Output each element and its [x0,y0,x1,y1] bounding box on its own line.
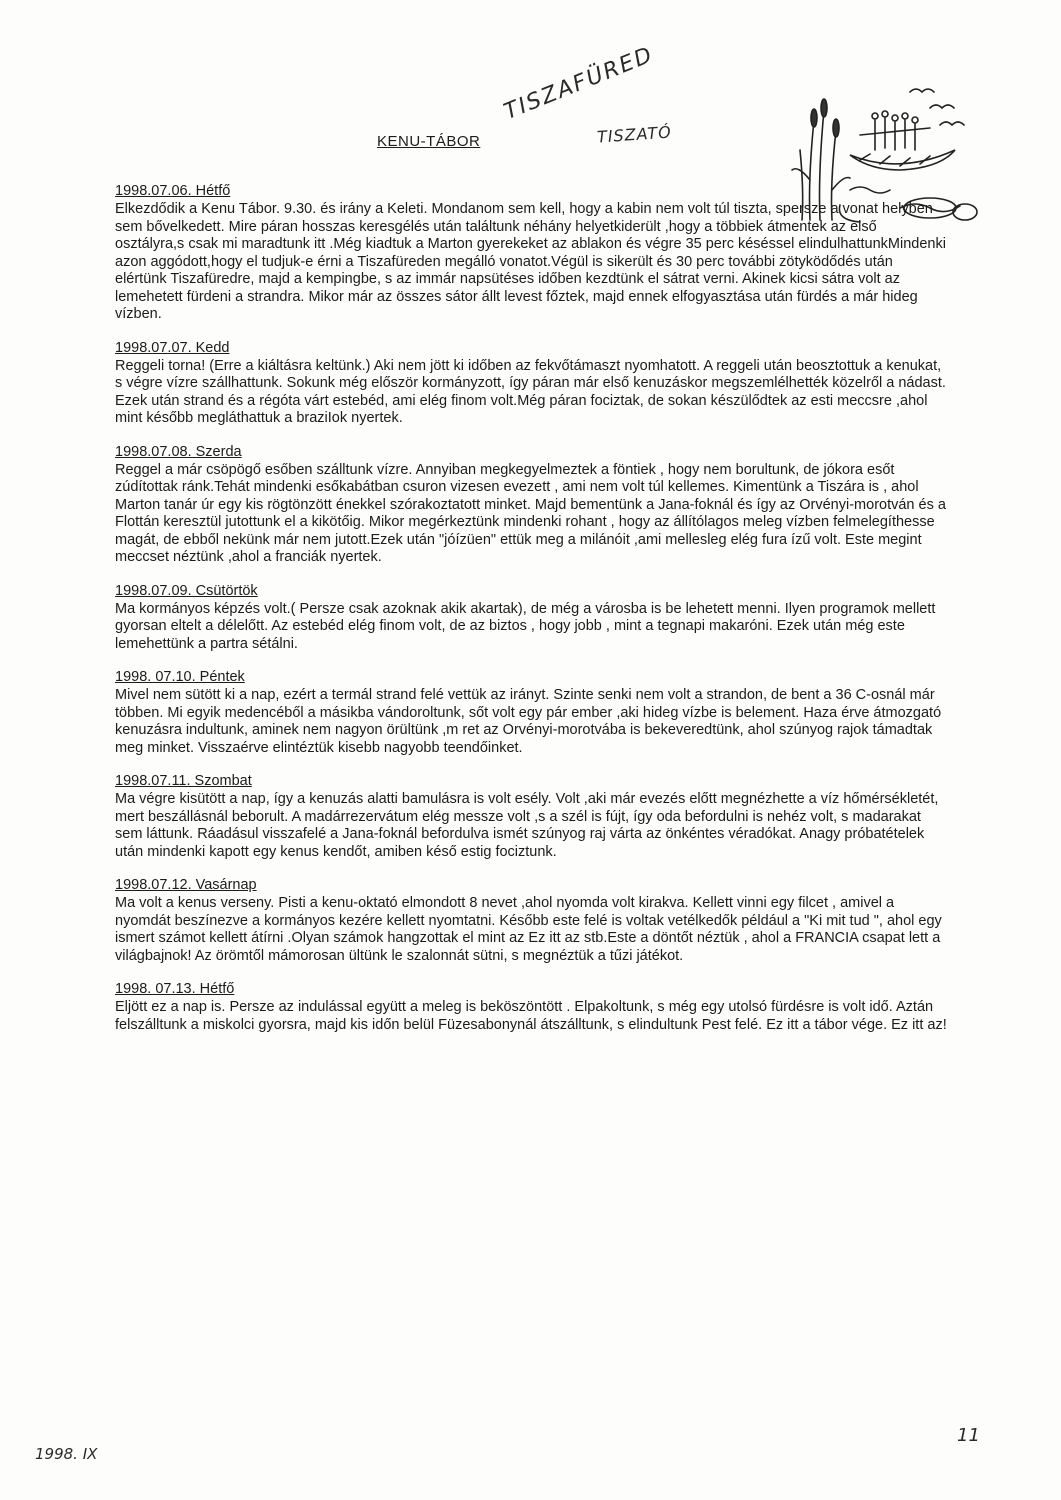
diary-entry [115,980,947,1034]
entry-text: Ma volt a kenus verseny. Pisti a kenu-oktató elmondott 8 nevet ,ahol nyomda volt kirakva. Kellett vinni egy filcet , amivel a nyomdát beszínezve a kormányos kezére kellett nyomtatni. Később este felé is voltak vetélkedők például a "Ki mit tud ", ahol egy ismert számot kellett átírni .Olyan számok hangzottak el mint az Ez itt az stb.Este a döntőt néztük , ahol a FRANCIA csapat lett a világbajnok! Az örömtől mámorosan ültünk le szalonnát sütni, s megnéztük a tűzi játékot. [115,895,942,964]
entry-text: Elkezdődik a Kenu Tábor. 9.30. és irány a Keleti. Mondanom sem kell, hogy a kabin nem volt túl tiszta, spersze a vonat helyben sem bővelkedett. Mire páran hosszas keresgélés után találtunk néhány helyetkiderült ,hogy a többiek átmentek az első osztályra,s csak mi maradtunk itt .Még kiadtuk a Marton gyerekeket az ablakon és végre 35 perc késéssel elindulhattunkMindenki azon aggódott,hogy el tudjuk-e érni a Tiszafüreden megálló vonatot.Végül is sikerült és 30 perc további zötyködődés után elértünk Tiszafüredre, majd a kempingbe, s az immár napsütéses időben kezdtünk el sátrat verni. Akinek kicsi sátra volt az lemehetett fürdeni a strandra. Mikor már az összes sátor állt levest főztek, majd ennek elfogyasztása után fürdés a már hideg vízben. [115,201,946,322]
handwritten-page-number: 11 [957,1425,980,1446]
diary-entries [115,182,947,1049]
diary-entry [115,582,947,654]
entry-text: Reggel a már csöpögő esőben szálltunk vízre. Annyiban megkegyelmeztek a föntiek , hogy nem borultunk, de jókora esőt zúdítottak ránk.Tehát mindenki esőkabátban csuron vizesen evezett , ami nem volt túl kellemes. Kimentünk a Tiszára is , ahol Marton tanár úr egy kis rögtönzött énekkel szórakoztatott minket. Majd bementünk a Jana-foknál és így az Orvényi-morotván és a Flottán keresztül jutottunk el a kikötőig. Mikor megérkeztünk mindenki rohant , hogy az állítólagos meleg vízben felmelegíthesse magát, de ebből nekünk már nem jutott.Ezek után "jóízüen" ettük meg a milánóit ,ami mellesleg elég fura ízű volt. Este megint meccset néztünk ,ahol a franciák nyertek. [115,461,946,565]
entry-date: 1998.07.06. Hétfő [115,183,231,199]
entry-text: Eljött ez a nap is. Persze az indulással együtt a meleg is beköszöntött . Elpakoltunk, s még egy utolsó fürdésre is volt idő. Aztán felszálltunk a miskolci gyorsra, majd kis időn belül Füzesabonynál átszálltunk, s elindultunk Pest felé. Ez itt a tábor vége. Ez itt az! [115,999,947,1033]
diary-entry [115,443,947,567]
handwritten-bottom-note: 1998. IX [35,1445,98,1463]
entry-date: 1998.07.09. Csütörtök [115,582,258,599]
entry-text: Mivel nem sütött ki a nap, ezért a termál strand felé vettük az irányt. Szinte senki nem volt a strandon, de bent a 36 C-osnál már többen. Mi egyik medencéből a másikba vándoroltunk, sőt volt egy pár ember ,aki hideg vízbe is belement. Haza érve átmozgató kenuzásra indultunk, aminek nem nagyon örültünk ,m ret az Orvényi-morotvába is bekeveredtünk, ahol szúnyog rajok támadtak meg minket. Visszaérve elintéztük kisebb nagyobb teendőinket. [115,687,942,756]
diary-entry [115,772,947,861]
entry-date: 1998. 07.13. Hétfő [115,981,235,997]
entry-text: Reggeli torna! (Erre a kiáltásra keltünk.) Aki nem jött ki időben az fekvőtámaszt nyomhatott. A reggeli után beosztottuk a kenukat, s végre vízre szállhattunk. Sokunk még először kormányzott, így páran már első kenuzáskor megszemlélhették közelről a nádast. Ezek után strand és a régóta várt estebéd, ami elég finom volt.Még páran fociztak, de sokan készülődtek az esti meccsre ,ahol mint később megláthattuk a braziIok nyertek. [115,357,946,426]
entry-date: 1998.07.07. Kedd [115,339,230,356]
handwritten-place-tiszato: TISZATÓ [596,122,673,147]
entry-date: 1998.07.12. Vasárnap [115,877,257,893]
diary-entry [115,339,947,428]
entry-text: Ma végre kisütött a nap, így a kenuzás alatti bamulásra is volt esély. Volt ,aki már evezés előtt megnézhette a víz hőmérsékletét, mert beszállásnál beborult. A madárrezervátum elég messze volt ,s a szél is fújt, így oda befordulni is nehéz volt, s madarakat sem láttunk. Ráadásul visszafelé a Jana-foknál befordulva ismét szúnyog raj várta az önkéntes véradókat. Anagy próbatételek után mindenki kapott egy kenus kendőt, amiben késő estig fociztunk. [115,791,939,860]
entry-date: 1998.07.08. Szerda [115,443,242,460]
diary-entry [115,668,947,757]
handwritten-place-tiszafured: TISZAFÜRED [500,42,658,125]
diary-entry [115,182,947,324]
entry-date: 1998. 07.10. Péntek [115,669,245,685]
diary-entry [115,876,947,965]
entry-date: 1998.07.11. Szombat [115,773,252,789]
document-title: KENU-TÁBOR [377,133,481,150]
entry-text: Ma kormányos képzés volt.( Persze csak azoknak akik akartak), de még a városba is be lehetett menni. Ilyen programok mellett gyorsan eltelt a délelőtt. Az estebéd elég finom volt, de az biztos , hogy jobb , mint a tegnapi makaróni. Ezek után még este lemehettünk a partra sétálni. [115,600,936,652]
